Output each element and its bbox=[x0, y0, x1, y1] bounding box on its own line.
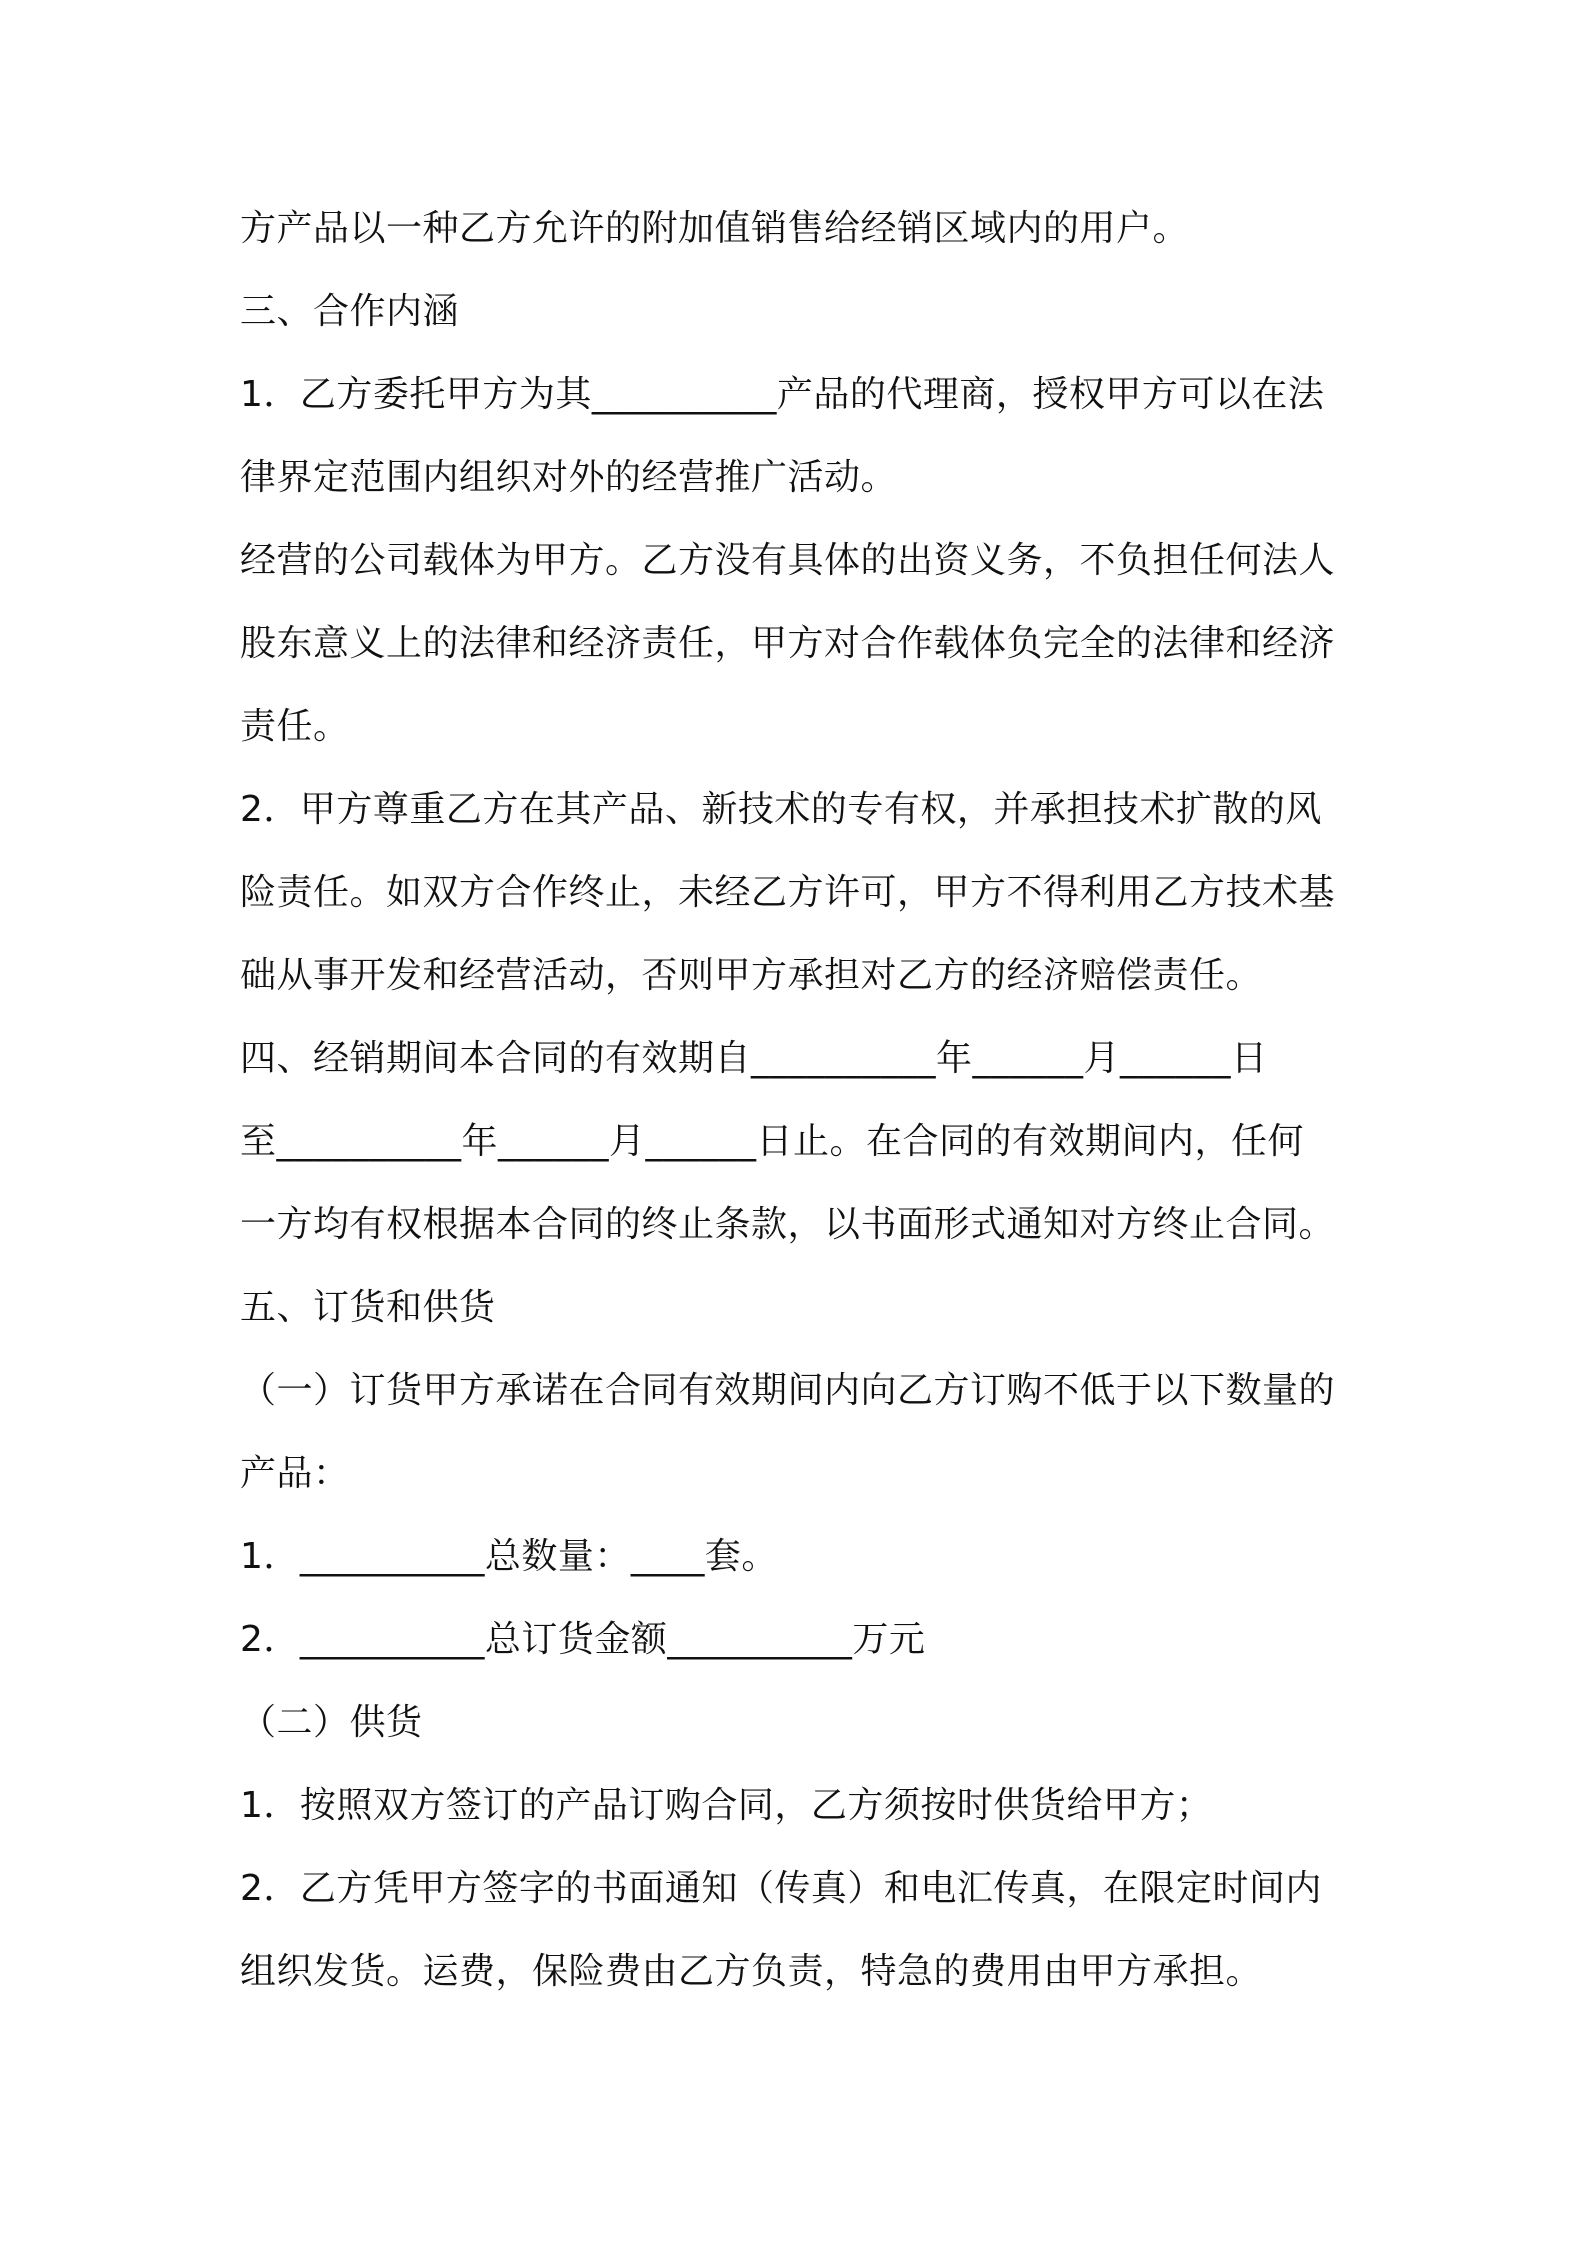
text-line: 责任。 bbox=[240, 706, 350, 747]
text-line: 1．按照双方签订的产品订购合同，乙方须按时供货给甲方； bbox=[240, 1785, 1213, 1826]
text-line: 至__________年______月______日止。在合同的有效期间内，任何 bbox=[240, 1121, 1305, 1162]
text-line: 股东意义上的法律和经济责任，甲方对合作载体负完全的法律和经济 bbox=[240, 623, 1336, 664]
text-line: 2．__________总订货金额__________万元 bbox=[240, 1619, 926, 1660]
text-line: 2．乙方凭甲方签字的书面通知（传真）和电汇传真，在限定时间内 bbox=[240, 1868, 1322, 1909]
text-line: 1．__________总数量：____套。 bbox=[240, 1536, 778, 1577]
text-line: 律界定范围内组织对外的经营推广活动。 bbox=[240, 457, 898, 498]
text-line: 险责任。如双方合作终止，未经乙方许可，甲方不得利用乙方技术基 bbox=[240, 872, 1336, 913]
text-line: 方产品以一种乙方允许的附加值销售给经销区域内的用户。 bbox=[240, 208, 1190, 249]
text-line: 组织发货。运费，保险费由乙方负责，特急的费用由甲方承担。 bbox=[240, 1951, 1263, 1992]
text-line: 础从事开发和经营活动，否则甲方承担对乙方的经济赔偿责任。 bbox=[240, 955, 1263, 996]
section-heading: 三、合作内涵 bbox=[240, 291, 460, 332]
text-line: 经营的公司载体为甲方。乙方没有具体的出资义务，不负担任何法人 bbox=[240, 540, 1336, 581]
subsection-heading: （二）供货 bbox=[240, 1702, 423, 1743]
text-line: 产品： bbox=[240, 1453, 350, 1494]
section-heading: 五、订货和供货 bbox=[240, 1287, 496, 1328]
text-line: 一方均有权根据本合同的终止条款，以书面形式通知对方终止合同。 bbox=[240, 1204, 1336, 1245]
text-line: 2．甲方尊重乙方在其产品、新技术的专有权，并承担技术扩散的风 bbox=[240, 789, 1322, 830]
section-heading: 四、经销期间本合同的有效期自__________年______月______日 bbox=[240, 1038, 1268, 1079]
text-line: 1．乙方委托甲方为其__________产品的代理商，授权甲方可以在法 bbox=[240, 374, 1325, 415]
subsection-heading: （一）订货甲方承诺在合同有效期间内向乙方订购不低于以下数量的 bbox=[240, 1370, 1336, 1411]
